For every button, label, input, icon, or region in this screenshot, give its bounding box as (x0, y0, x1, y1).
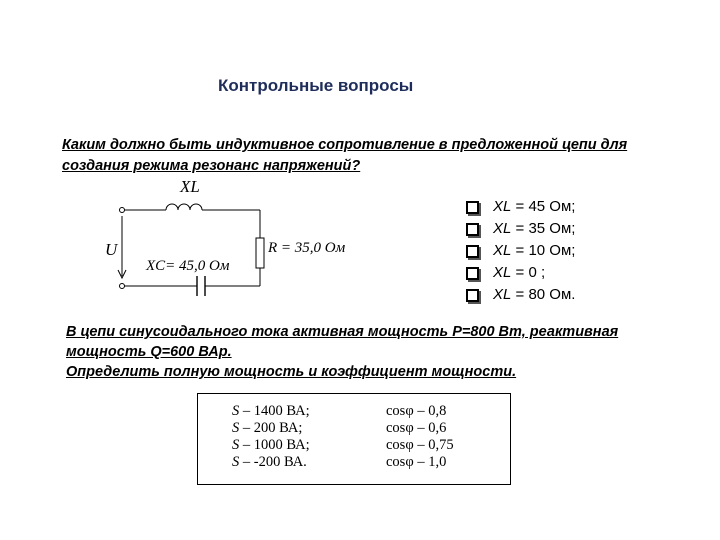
checkbox-bullet-icon (466, 267, 479, 280)
cos-option-4[interactable]: cosφ – 1,0 (386, 454, 447, 470)
question-1 (62, 135, 692, 177)
checkbox-bullet-icon (466, 223, 479, 236)
question-2-line-2: мощность Q=600 ВАр. (66, 344, 232, 360)
checkbox-bullet-icon (466, 245, 479, 258)
question-1-line-2: создания режима резонанс напряжений? (62, 158, 361, 174)
cos-option-2[interactable]: cosφ – 0,6 (386, 420, 447, 436)
page-title: Контрольные вопросы (218, 76, 414, 95)
cos-option-1[interactable]: cosφ – 0,8 (386, 403, 447, 419)
answers-box (197, 393, 511, 485)
circuit-diagram (100, 172, 390, 307)
question-2-line-1: В цепи синусоидального тока активная мощность Р=800 Вт, реактивная (66, 324, 619, 340)
option-3[interactable]: XL = 10 Ом; (466, 240, 575, 262)
s-option-1[interactable]: S – 1400 ВА; (232, 403, 310, 419)
question-2-line-3: Определить полную мощность и коэффициент мощности. (66, 364, 517, 380)
resistor (256, 238, 264, 268)
cos-option-3[interactable]: cosφ – 0,75 (386, 437, 454, 453)
s-option-3[interactable]: S – 1000 ВА; (232, 437, 310, 453)
option-4[interactable]: XL = 0 ; (466, 262, 575, 284)
question-2 (66, 322, 706, 382)
option-2[interactable]: XL = 35 Ом; (466, 218, 575, 240)
answer-options (466, 196, 575, 306)
resistor-label: R = 35,0 Ом (268, 240, 346, 256)
inductor-label: XL (180, 177, 200, 196)
option-1[interactable]: XL = 45 Ом; (466, 196, 575, 218)
question-1-line-1: Каким должно быть индуктивное сопротивление в предложенной цепи для (62, 137, 628, 153)
s-option-4[interactable]: S – -200 ВА. (232, 454, 307, 470)
terminal-top (120, 208, 125, 213)
inductor (166, 204, 202, 210)
option-5[interactable]: XL = 80 Ом. (466, 284, 575, 306)
checkbox-bullet-icon (466, 289, 479, 302)
checkbox-bullet-icon (466, 201, 479, 214)
capacitor-label: XC= 45,0 Ом (146, 258, 230, 274)
s-option-2[interactable]: S – 200 ВА; (232, 420, 303, 436)
voltage-label: U (105, 240, 118, 259)
power-factor-options (386, 403, 454, 471)
apparent-power-options (232, 403, 310, 471)
terminal-bottom (120, 284, 125, 289)
